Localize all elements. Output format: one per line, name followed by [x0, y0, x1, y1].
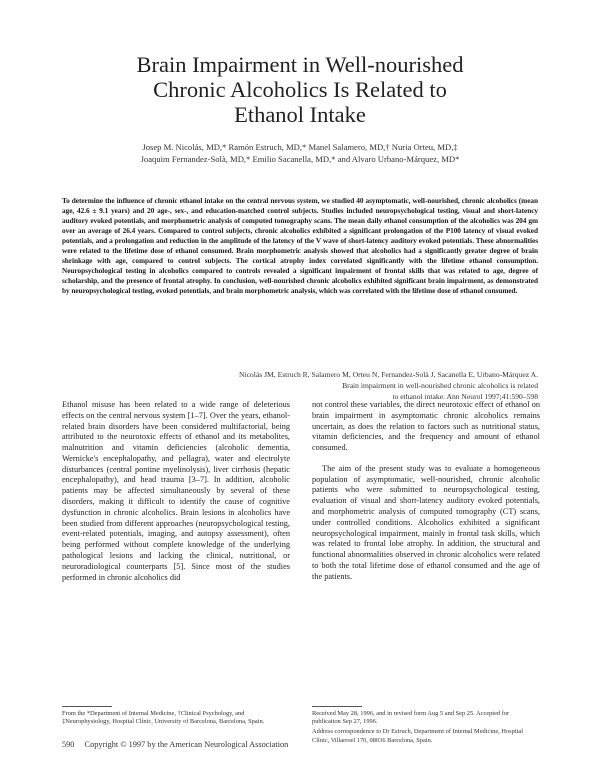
- author-list: [60, 142, 540, 165]
- body-column-right: [312, 400, 540, 583]
- authors-line-1: Josep M. Nicolás, MD,* Ramón Estruch, MD,* Manel Salamero, MD,† Nuria Orteu, MD,‡: [142, 142, 458, 152]
- authors-line-2: Joaquim Fernandez-Solà, MD,* Emilio Sacanella, MD,* and Alvaro Urbano-Márquez, MD*: [140, 153, 460, 164]
- citation-line-2: Brain impairment in well-nourished chronic alcoholics is related: [342, 380, 538, 390]
- title-line-1: Brain Impairment in Well-nourished: [136, 52, 464, 77]
- body-column-left: [62, 400, 290, 583]
- citation-line-3: to ethanol intake. Ann Neurol 1997;41:590–598: [392, 391, 538, 401]
- affiliation-footnote: From the *Department of Internal Medicine, †Clinical Psychology, and ‡Neurophysiology, Hospital Clínic, University of Barcelona, Barcelona, Spain.: [62, 710, 265, 726]
- page-footer: [62, 740, 462, 750]
- received-note: Received May 28, 1996, and in revised form Aug 5 and Sep 25. Accepted for publication Sep 27, 1996.: [312, 710, 510, 726]
- footnote-divider-left: [62, 706, 112, 707]
- copyright-notice: Copyright © 1997 by the American Neurological Association: [84, 740, 289, 749]
- title-line-3: Ethanol Intake: [234, 102, 366, 127]
- body-paragraph: not control these variables, the direct neurotoxic effect of ethanol on brain impairment in asymptomatic chronic alcoholics remains uncertain, as does the relation to factors such as nutritional status, vitamin deficiencies, and the frequency and amount of ethanol consumed.: [312, 400, 540, 453]
- page-number: 590: [62, 740, 75, 749]
- body-paragraph: Ethanol misuse has been related to a wide range of deleterious effects on the central nervous system [1–7]. Over the years, ethanol-related brain disorders have been considered multifactorial, being attributed to the neurotoxic effects of ethanol and its metabolites, malnutrition and vitamin deficiencies (alcoholic dementia, Wernicke's encephalopathy, and pellagra), water and electrolyte disturbances (central pontine myelinolysis), liver cirrhosis (hepatic encephalopathy), and head trauma [3–7]. In addition, alcoholic patients may be affected simultaneously by several of these disorders, making it difficult to identify the cause of cognitive dysfunction in chronic alcoholics. Brain lesions in alcoholics have been studied from different approaches (neuropsychological testing, event-related potentials, imaging, and autopsy assessment), often being performed without complete knowledge of the underlying pathological lesions and lacking the clinical, nutritional, or neuroradiological counterparts [5]. Since most of the studies performed in chronic alcoholics did: [62, 400, 290, 582]
- abstract: To determine the influence of chronic ethanol intake on the central nervous system, we studied 40 asymptomatic, well-nourished, chronic alcoholics (mean age, 42.6 ± 9.1 years) and 20 age-, sex-, and education-matched control subjects. Studies included neuropsychological testing, visual and short-latency auditory evoked potentials, and morphometric analysis of computed tomography scans. The mean daily ethanol consumption of the alcoholics was 204 gm over an average of 26.4 years. Compared to control subjects, chronic alcoholics exhibited a significant prolongation of the P100 latency of visual evoked potentials, and a prolongation and reduction in the amplitude of the latency of the V wave of short-latency auditory evoked potentials. These abnormalities were related to the lifetime dose of ethanol consumed. Brain morphometric analysis showed that alcoholics had a significantly greater degree of brain shrinkage with age, compared to control subjects. The cortical atrophy index correlated significantly with the lifetime ethanol consumption. Neuropsychological testing in alcoholics compared to controls revealed a significant impairment of frontal skills that was related to age, degree of scholarship, and the presence of frontal atrophy. In conclusion, well-nourished chronic alcoholics exhibited significant brain impairment, as demonstrated by neuropsychological testing, evoked potentials, and brain morphometric analysis, which was correlated with the lifetime dose of ethanol consumed.: [62, 196, 538, 295]
- body-paragraph: The aim of the present study was to evaluate a homogeneous population of asymptomatic, well-nourished, chronic alcoholic patients who were submitted to neuropsychological testing, evaluation of visual and short-latency auditory evoked potentials, and morphometric analysis of computed tomography (CT) scans, under controlled conditions. Alcoholics exhibited a significant neuropsychological impairment, mainly in frontal task skills, which was related to frontal lobe atrophy. In addition, the structural and functional abnormalities observed in chronic alcoholics were related to both the total lifetime dose of ethanol consumed and the age of the patients.: [312, 463, 540, 581]
- article-title: [60, 52, 540, 127]
- correspondence-note: Address correspondence to Dr Estruch, Department of Internal Medicine, Hospital Clínic, Villarroel 170, 08036 Barcelona, Spain.: [312, 728, 524, 744]
- citation-line-1: Nicolás JM, Estruch R, Salamero M, Orteu N, Fernandez-Solà J, Sacanella E, Urbano-Márquez A.: [238, 370, 538, 379]
- citation: [220, 370, 538, 402]
- footnote-divider-right: [312, 706, 362, 707]
- title-line-2: Chronic Alcoholics Is Related to: [153, 77, 447, 102]
